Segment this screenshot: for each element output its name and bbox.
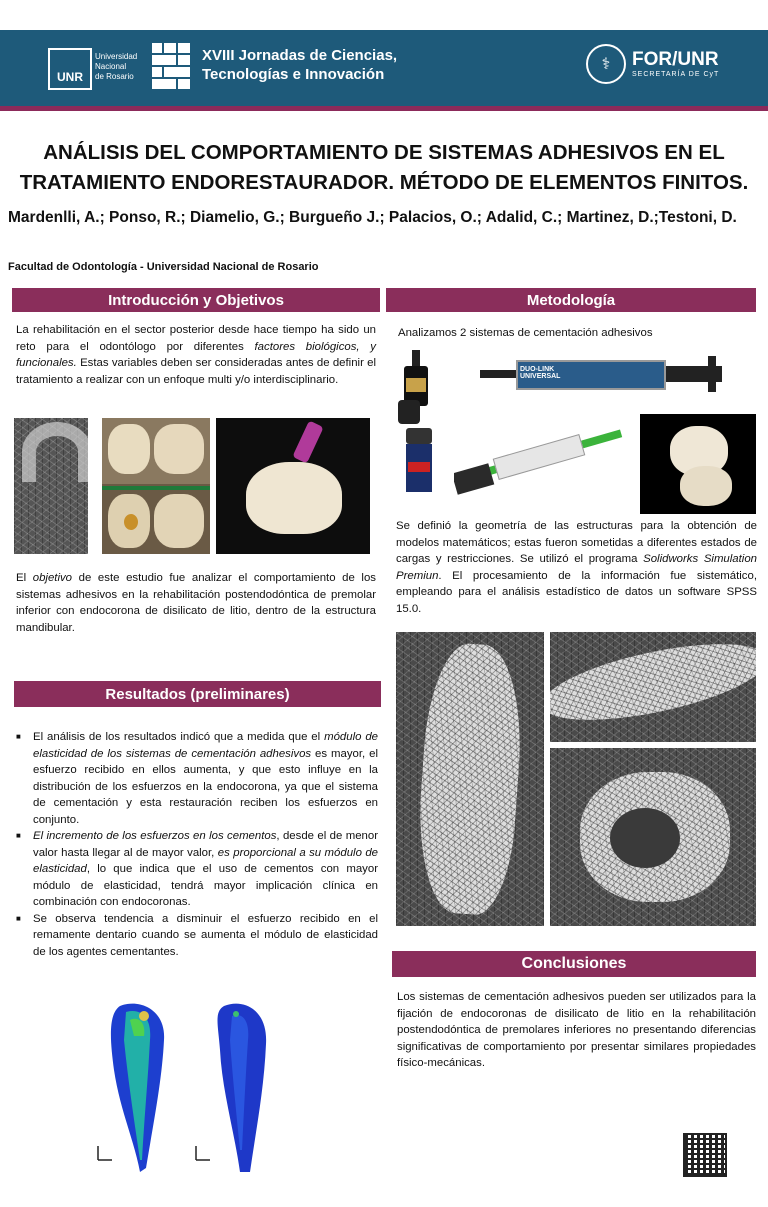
stress-tooth-right-icon — [190, 1000, 290, 1176]
mesh-mandible-section-image — [550, 748, 756, 926]
forunr-subtitle: SECRETARÍA DE CyT — [632, 71, 720, 78]
unr-name: Universidad Nacional de Rosario — [95, 52, 138, 81]
authors: Mardenlli, A.; Ponso, R.; Diamelio, G.; Burgueño J.; Palacios, O.; Adalid, C.; Martinez, D.;Testoni, D. — [8, 209, 737, 226]
cement-bottle-image — [400, 428, 438, 496]
poster-title: ANÁLISIS DEL COMPORTAMIENTO DE SISTEMAS ADHESIVOS EN EL TRATAMIENTO ENDORESTAURADOR. MÉTODO DE ELEMENTOS FINITOS. — [19, 141, 749, 194]
intro-paragraph: La rehabilitación en el sector posterior desde hace tiempo ha sido un reto para el odontólogo por diferentes factores biológicos, y funcionales. Estas variables deben ser consideradas antes de definir el tratamiento a realizar con un enfoque multi y/o interdisciplinario. — [16, 324, 377, 386]
objective-paragraph: El objetivo de este estudio fue analizar el comportamiento de los sistemas adhesivos en la rehabilitación postendodóntica de premolar inferior con endocorona de disilicato de litio, dentro de la estructura mandibular. — [16, 572, 376, 634]
list-item: ■ El análisis de los resultados indicó que a medida que el módulo de elasticidad de los sistemas de cementación adhesivos es mayor, el esfuerzo recibido en ellos aumenta, y que esto influye en la distribución de los esfuerzos en la endocorona, ya que el sistema de cementación y esta restauración reciben los esfuerzos en conjunto. — [16, 729, 378, 828]
syringe-label: DUO-LINK UNIVERSAL — [520, 366, 561, 380]
unr-logo: UNR — [48, 48, 92, 90]
stress-tooth-left-icon — [90, 1000, 190, 1176]
conclusiones-paragraph: Los sistemas de cementación adhesivos pueden ser utilizados para la fijación de endocoronas de disilicato de litio en la rehabilitación postendodóntica de premolares inferiores no presentando diferencias significativas de comportamiento por presentar similares propiedades físico-mecánicas. — [397, 991, 756, 1069]
faculty: Facultad de Odontología - Universidad Nacional de Rosario — [8, 261, 319, 273]
mesh-jaw-image — [14, 418, 88, 554]
header-stripe — [0, 106, 768, 111]
mesh-premolar-image — [396, 632, 544, 926]
tooth-seal-icon: ⚕ — [586, 44, 626, 84]
list-item: ■ El incremento de los esfuerzos en los cementos, desde el de menor valor hasta llegar al de mayor valor, es proporcional a su módulo de elasticidad, lo que indica que el uso de cementos con mayor módulo de elasticidad, tendrá mayor implicación clínica en combinación con endocoronas. — [16, 828, 378, 911]
metodologia-intro: Analizamos 2 sistemas de cementación adhesivos — [398, 327, 653, 339]
section-heading-metodologia: Metodología — [386, 288, 756, 312]
dual-syringe-image — [480, 356, 732, 394]
section-heading-intro: Introducción y Objetivos — [12, 288, 380, 312]
qr-code-icon[interactable] — [683, 1133, 727, 1177]
jornadas-logo — [152, 43, 192, 89]
metodologia-paragraph: Se definió la geometría de las estructuras para la obtención de modelos matemáticos; estas fueron sometidas a diferentes estados de cargas y restricciones. Se utilizó el programa Solidworks Simulation Premiun. El procesamiento de la información fue sistemático, empleando para el análisis estadístico de datos un software SPSS 15.0. — [396, 520, 758, 615]
adhesive-bottle-image — [396, 350, 440, 426]
resultados-list — [16, 729, 378, 960]
jornadas-title: XVIII Jornadas de Ciencias, Tecnologías e Innovación — [202, 47, 398, 83]
forunr-name: FOR/UNR — [632, 49, 719, 70]
clinical-teeth-photo — [102, 418, 210, 554]
list-item: ■ Se observa tendencia a disminuir el esfuerzo recibido en el remamente dentario cuando se aumenta el módulo de elasticidad de los agentes cementantes. — [16, 911, 378, 961]
green-dispenser-image — [454, 420, 634, 496]
stress-map-left-image — [90, 1000, 190, 1176]
stress-map-right-image — [190, 1000, 290, 1176]
mesh-mandible-top-image — [550, 632, 756, 742]
endocrown-model-photo — [640, 414, 756, 514]
section-heading-resultados: Resultados (preliminares) — [14, 681, 381, 707]
section-heading-conclusiones: Conclusiones — [392, 951, 756, 977]
endocrown-photo — [216, 418, 370, 554]
